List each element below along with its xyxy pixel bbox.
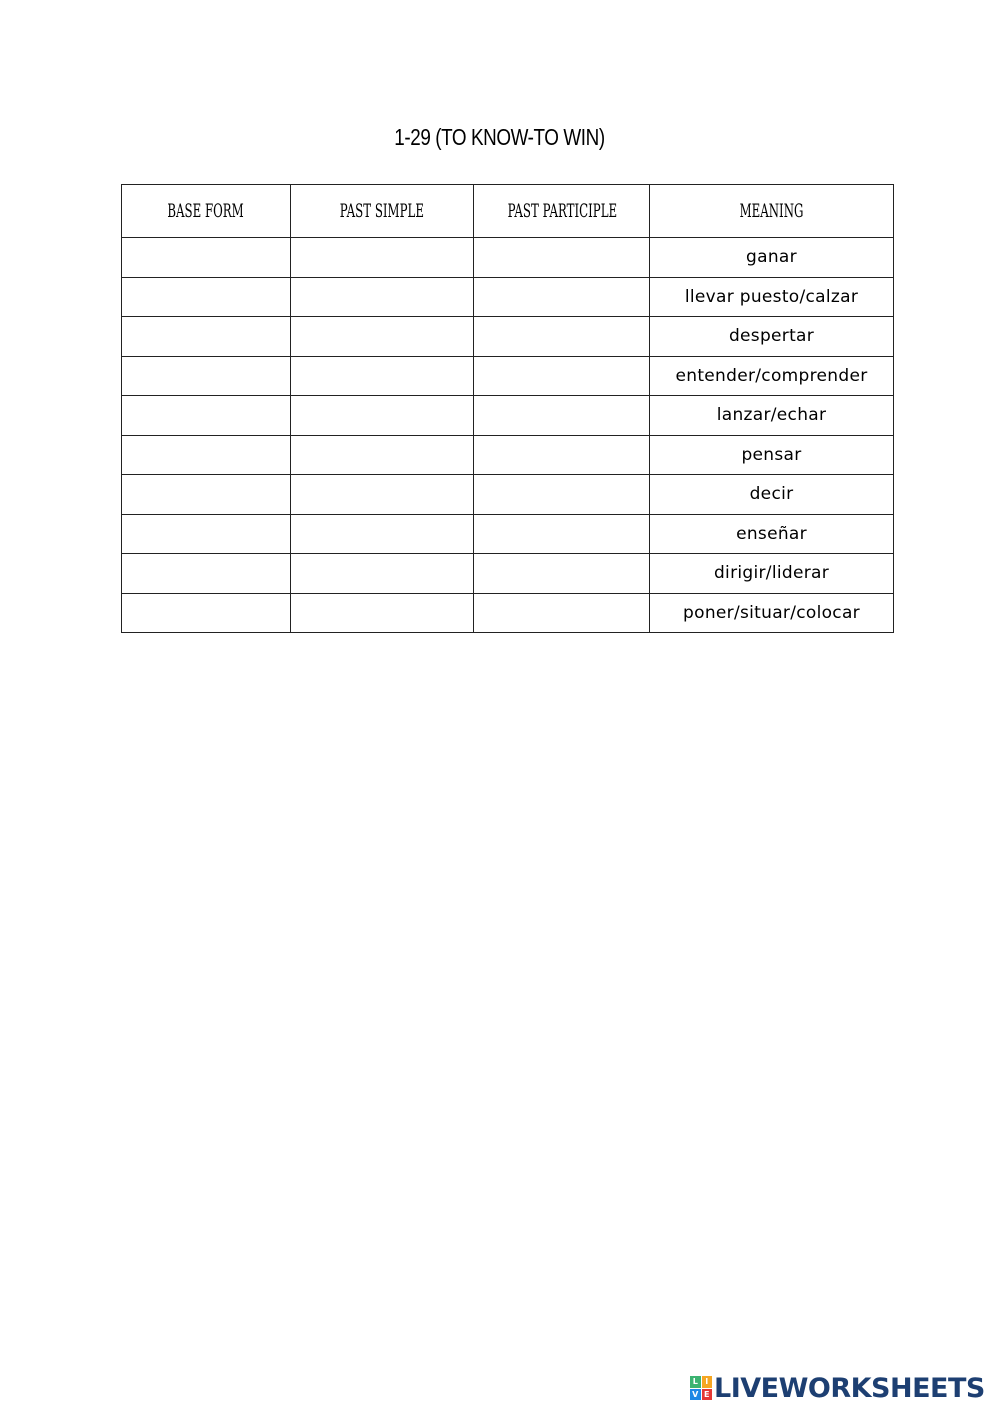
logo-mark-icon <box>690 1376 712 1400</box>
verb-table <box>121 184 894 633</box>
base-form-cell[interactable] <box>122 554 291 594</box>
meaning-text: enseñar <box>736 523 807 544</box>
meaning-text: pensar <box>741 444 802 465</box>
table-body <box>122 238 894 633</box>
past-participle-cell[interactable] <box>474 396 650 436</box>
meaning-text: llevar puesto/calzar <box>684 286 859 307</box>
header-base-form: BASE FORM <box>122 185 291 238</box>
table-row <box>122 554 894 594</box>
meaning-text: poner/situar/colocar <box>683 602 860 623</box>
meaning-cell <box>650 396 894 436</box>
logo-mark-letter: I <box>702 1376 713 1388</box>
base-form-cell[interactable] <box>122 593 291 633</box>
past-simple-cell[interactable] <box>291 238 474 278</box>
base-form-cell[interactable] <box>122 475 291 515</box>
base-form-cell[interactable] <box>122 277 291 317</box>
meaning-text: lanzar/echar <box>716 405 827 426</box>
header-row <box>122 185 894 238</box>
meaning-cell <box>650 514 894 554</box>
base-form-cell[interactable] <box>122 514 291 554</box>
header-past-participle: PAST PARTICIPLE <box>474 185 650 238</box>
past-simple-cell[interactable] <box>291 435 474 475</box>
meaning-text: ganar <box>746 247 797 268</box>
table-row <box>122 435 894 475</box>
past-simple-cell[interactable] <box>291 475 474 515</box>
meaning-cell <box>650 593 894 633</box>
past-participle-cell[interactable] <box>474 475 650 515</box>
past-simple-cell[interactable] <box>291 554 474 594</box>
past-simple-cell[interactable] <box>291 277 474 317</box>
meaning-cell <box>650 554 894 594</box>
base-form-cell[interactable] <box>122 317 291 357</box>
table-row <box>122 475 894 515</box>
meaning-cell <box>650 356 894 396</box>
meaning-cell <box>650 238 894 278</box>
table-row <box>122 593 894 633</box>
past-participle-cell[interactable] <box>474 356 650 396</box>
meaning-text: entender/comprender <box>675 365 868 386</box>
worksheet-title: 1-29 (TO KNOW-TO WIN) <box>394 124 605 150</box>
past-participle-cell[interactable] <box>474 435 650 475</box>
past-participle-cell[interactable] <box>474 593 650 633</box>
base-form-cell[interactable] <box>122 238 291 278</box>
meaning-cell <box>650 475 894 515</box>
meaning-cell <box>650 435 894 475</box>
past-participle-cell[interactable] <box>474 317 650 357</box>
meaning-cell <box>650 277 894 317</box>
base-form-cell[interactable] <box>122 435 291 475</box>
past-simple-cell[interactable] <box>291 317 474 357</box>
header-meaning: MEANING <box>650 185 894 238</box>
liveworksheets-logo <box>690 1372 985 1404</box>
past-participle-cell[interactable] <box>474 514 650 554</box>
table-row <box>122 277 894 317</box>
meaning-text: dirigir/liderar <box>713 563 830 584</box>
logo-mark-letter: E <box>702 1389 713 1401</box>
table-row <box>122 317 894 357</box>
table-row <box>122 238 894 278</box>
past-simple-cell[interactable] <box>291 514 474 554</box>
past-simple-cell[interactable] <box>291 593 474 633</box>
meaning-text: despertar <box>728 326 815 347</box>
logo-text: LIVEWORKSHEETS <box>714 1372 985 1404</box>
table-row <box>122 356 894 396</box>
meaning-text: decir <box>749 484 794 505</box>
past-participle-cell[interactable] <box>474 238 650 278</box>
table-row <box>122 396 894 436</box>
past-participle-cell[interactable] <box>474 277 650 317</box>
past-participle-cell[interactable] <box>474 554 650 594</box>
base-form-cell[interactable] <box>122 396 291 436</box>
logo-mark-letter: L <box>690 1376 701 1388</box>
base-form-cell[interactable] <box>122 356 291 396</box>
past-simple-cell[interactable] <box>291 396 474 436</box>
header-past-simple: PAST SIMPLE <box>291 185 474 238</box>
past-simple-cell[interactable] <box>291 356 474 396</box>
table-row <box>122 514 894 554</box>
logo-mark-letter: V <box>690 1389 701 1401</box>
meaning-cell <box>650 317 894 357</box>
